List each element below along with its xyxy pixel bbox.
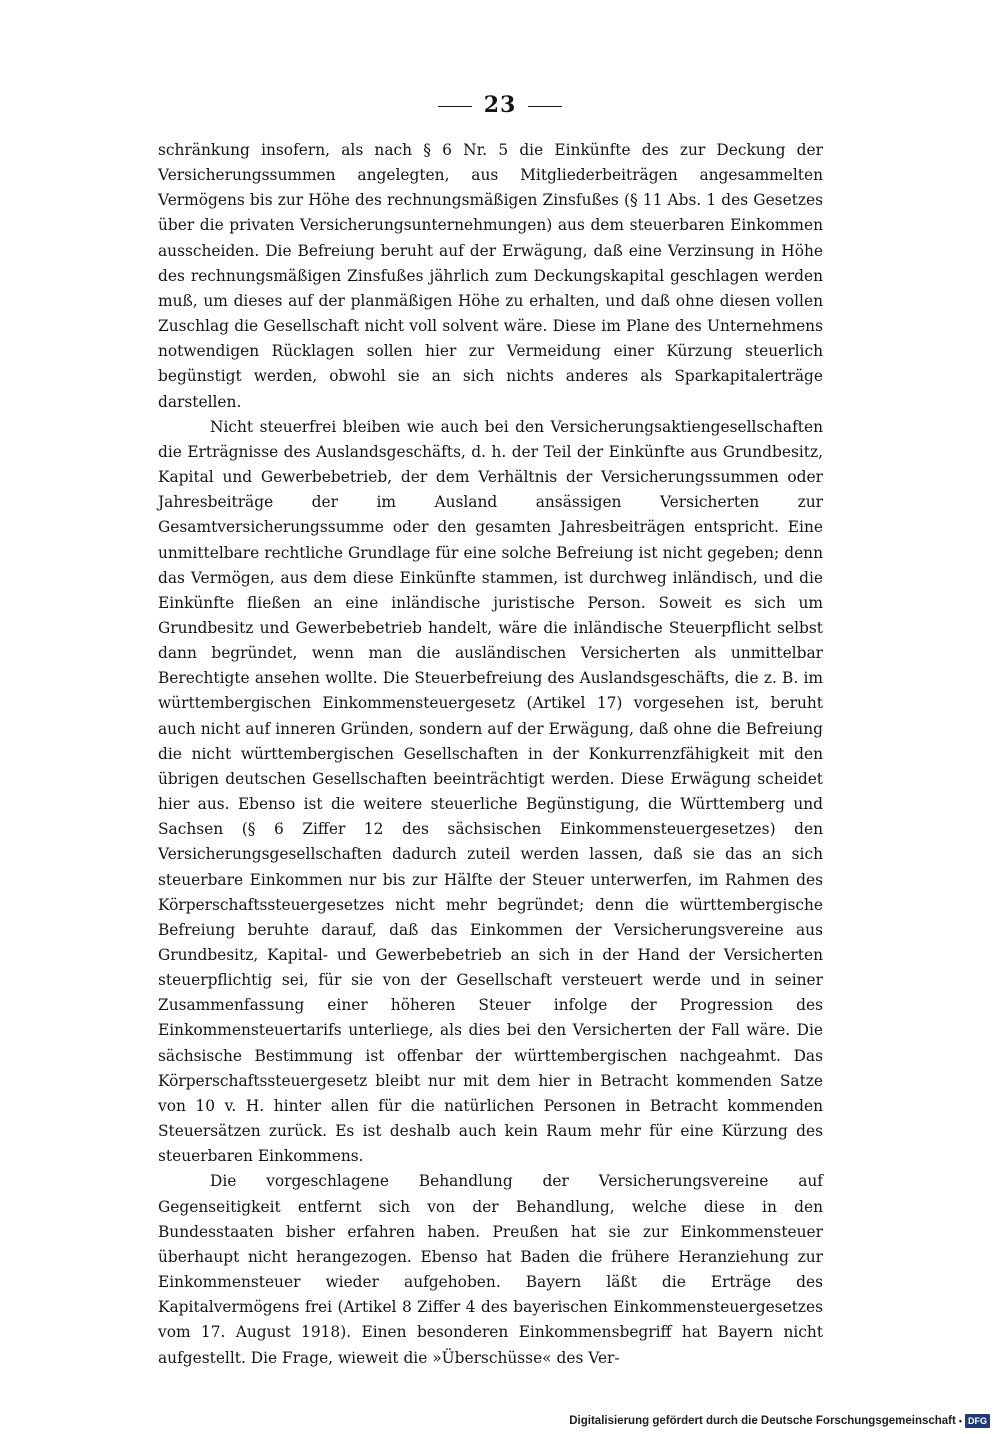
body-text [158,138,823,1371]
page-number [0,92,1000,118]
dfg-logo-icon: DFG [965,1414,990,1428]
right-dash [528,106,562,107]
paragraph-3: Die vorgeschlagene Behandlung der Versicherungsvereine auf Gegenseitigkeit entfernt sich von der Behandlung, welche diese in den Bundesstaaten bisher erfahren haben. Preußen hat sie zur Einkommensteuer überhaupt nicht herangezogen. Ebenso hat Baden die frühere Heranziehung zur Einkommensteuer wieder aufgehoben. Bayern läßt die Erträge des Kapitalvermögens frei (Artikel 8 Ziffer 4 des bayerischen Einkommensteuergesetzes vom 17. August 1918). Einen besonderen Einkommensbegriff hat Bayern nicht aufgestellt. Die Frage, wieweit die »Überschüsse« des Ver- [158,1172,823,1367]
credit-text: Digitalisierung gefördert durch die Deutsche Forschungsgemeinschaft [569,1415,956,1427]
digitization-credit [569,1414,990,1428]
paragraph-2: Nicht steuerfrei bleiben wie auch bei den Versicherungsaktiengesellschaften die Erträgnisse des Auslandsgeschäfts, d. h. der Teil der Einkünfte aus Grundbesitz, Kapital und Gewerbebetrieb, der dem Verhältnis der Versicherungssummen oder Jahresbeiträge der im Ausland ansässigen Versicherten zur Gesamtversicherungssumme oder den gesamten Jahresbeiträgen entspricht. Eine unmittelbare rechtliche Grundlage für eine solche Befreiung ist nicht gegeben; denn das Vermögen, aus dem diese Einkünfte stammen, ist durchweg inländisch, und die Einkünfte fließen an eine inländische juristische Person. Soweit es sich um Grundbesitz und Gewerbebetrieb handelt, wäre die inländische Steuerpflicht selbst dann begründet, wenn man die ausländischen Versicherten als unmittelbar Berechtigte ansehen wollte. Die Steuerbefreiung des Auslandsgeschäfts, die z. B. im württembergischen Einkommensteuergesetz (Artikel 17) vorgesehen ist, beruht auch nicht auf inneren Gründen, sondern auf der Erwägung, daß ohne die Befreiung die nicht württembergischen Gesellschaften in der Konkurrenzfähigkeit mit den übrigen deutschen Gesellschaften beeinträchtigt werden. Diese Erwägung scheidet hier aus. Ebenso ist die weitere steuerliche Begünstigung, die Württemberg und Sachsen (§ 6 Ziffer 12 des sächsischen Einkommensteuergesetzes) den Versicherungsgesellschaften dadurch zuteil werden lassen, daß sie das an sich steuerbare Einkommen nur bis zur Hälfte der Steuer unterwerfen, im Rahmen des Körperschaftssteuergesetzes nicht mehr begründet; denn die württembergische Befreiung beruhte darauf, daß das Einkommen der Versicherungsvereine aus Grundbesitz, Kapital- und Gewerbebetrieb an sich in der Hand der Versicherten steuerpflichtig sei, für sie von der Gesellschaft versteuert werde und in seiner Zusammenfassung einer höheren Steuer infolge der Progression des Einkommensteuertarifs unterliege, als dies bei den Versicherten der Fall wäre. Die sächsische Bestimmung ist offenbar der württembergischen nachgeahmt. Das Körperschaftssteuergesetz bleibt nur mit dem hier in Betracht kommenden Satze von 10 v. H. hinter allen für die natürlichen Personen in Betracht kommenden Steuersätzen zurück. Es ist deshalb auch kein Raum mehr für eine Kürzung des steuerbaren Einkommens. [158,417,823,1166]
credit-separator: • [958,1416,962,1426]
paragraph-1: schränkung insofern, als nach § 6 Nr. 5 die Einkünfte des zur Deckung der Versicherungssummen angelegten, aus Mitgliederbeiträgen angesammelten Vermögens bis zur Höhe des rechnungsmäßigen Zinsfußes (§ 11 Abs. 1 des Gesetzes über die privaten Versicherungsunternehmungen) aus dem steuerbaren Einkommen ausscheiden. Die Befreiung beruht auf der Erwägung, daß eine Verzinsung in Höhe des rechnungsmäßigen Zinsfußes jährlich zum Deckungskapital geschlagen werden muß, um dieses auf der planmäßigen Höhe zu erhalten, und daß ohne diesen vollen Zuschlag die Gesellschaft nicht voll solvent wäre. Diese im Plane des Unternehmens notwendigen Rücklagen sollen hier zur Vermeidung einer Kürzung steuerlich begünstigt werden, obwohl sie an sich nichts anderes als Sparkapitalerträge darstellen. [158,141,823,411]
left-dash [438,106,472,107]
page-number-value: 23 [483,92,517,118]
